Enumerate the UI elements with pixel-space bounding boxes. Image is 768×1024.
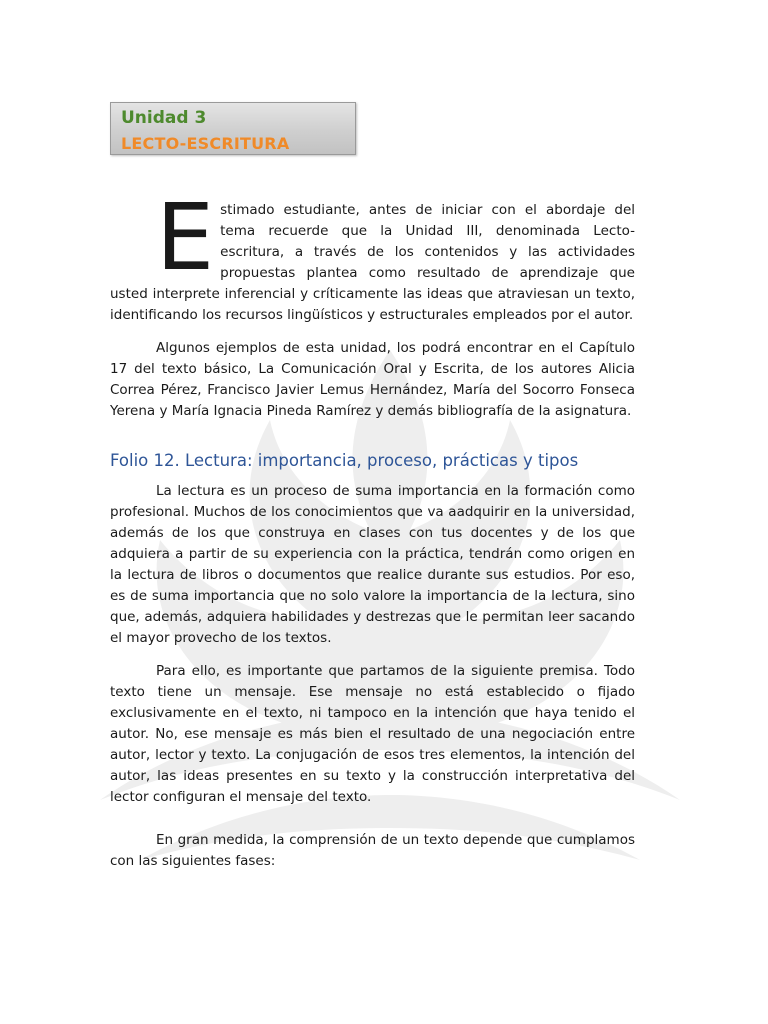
- examples-paragraph: Algunos ejemplos de esta unidad, los podrá encontrar en el Capítulo 17 del texto básico, La Comunicación Oral y Escrita, de los autores Alicia Correa Pérez, Francisco Javier Lemus Hernández, María del Socorro Fonseca Yerena y María Ignacia Pineda Ramírez y demás bibliografía de la asignatura.: [110, 340, 635, 419]
- intro-paragraph: [110, 184, 635, 326]
- body-paragraph: Para ello, es importante que partamos de la siguiente premisa. Todo texto tiene un mensaje. Ese mensaje no está establecido o fijado exclusivamente en el texto, ni tampoco en la intención que haya tenido el autor. No, ese mensaje es más bien el resultado de una negociación entre autor, lector y texto. La conjugación de esos tres elementos, la intención del autor, las ideas presentes en su texto y la construcción interpretativa del lector configuran el mensaje del texto.: [110, 663, 635, 805]
- unit-header-box: [110, 102, 356, 155]
- section-heading: Folio 12. Lectura: importancia, proceso, prácticas y tipos: [110, 451, 579, 470]
- unit-subtitle: LECTO-ESCRITURA: [121, 134, 290, 153]
- body-paragraph: En gran medida, la comprensión de un texto depende que cumplamos con las siguientes fases:: [110, 832, 635, 869]
- unit-title: Unidad 3: [121, 108, 207, 128]
- intro-text: stimado estudiante, antes de iniciar con el abordaje del tema recuerde que la Unidad III, denominada Lecto-escritura, a través de los contenidos y las actividades propuestas plantea como resultado de aprendizaje que usted interprete inferencial y críticamente las ideas que atraviesan un texto, identificando los recursos lingüísticos y estructurales empleados por el autor.: [110, 202, 635, 323]
- document-body: [110, 184, 635, 884]
- drop-cap: E: [156, 184, 215, 291]
- body-paragraph: La lectura es un proceso de suma importancia en la formación como profesional. Muchos de los conocimientos que va aadquirir en la universidad, además de los que construya en clases con tus docentes y de los que adquiera a partir de su experiencia con la práctica, tendrán como origen en la lectura de libros o documentos que realice durante sus estudios. Por eso, es de suma importancia que no solo valore la importancia de la lectura, sino que, además, adquiera habilidades y destrezas que le permitan leer sacando el mayor provecho de los textos.: [110, 483, 635, 646]
